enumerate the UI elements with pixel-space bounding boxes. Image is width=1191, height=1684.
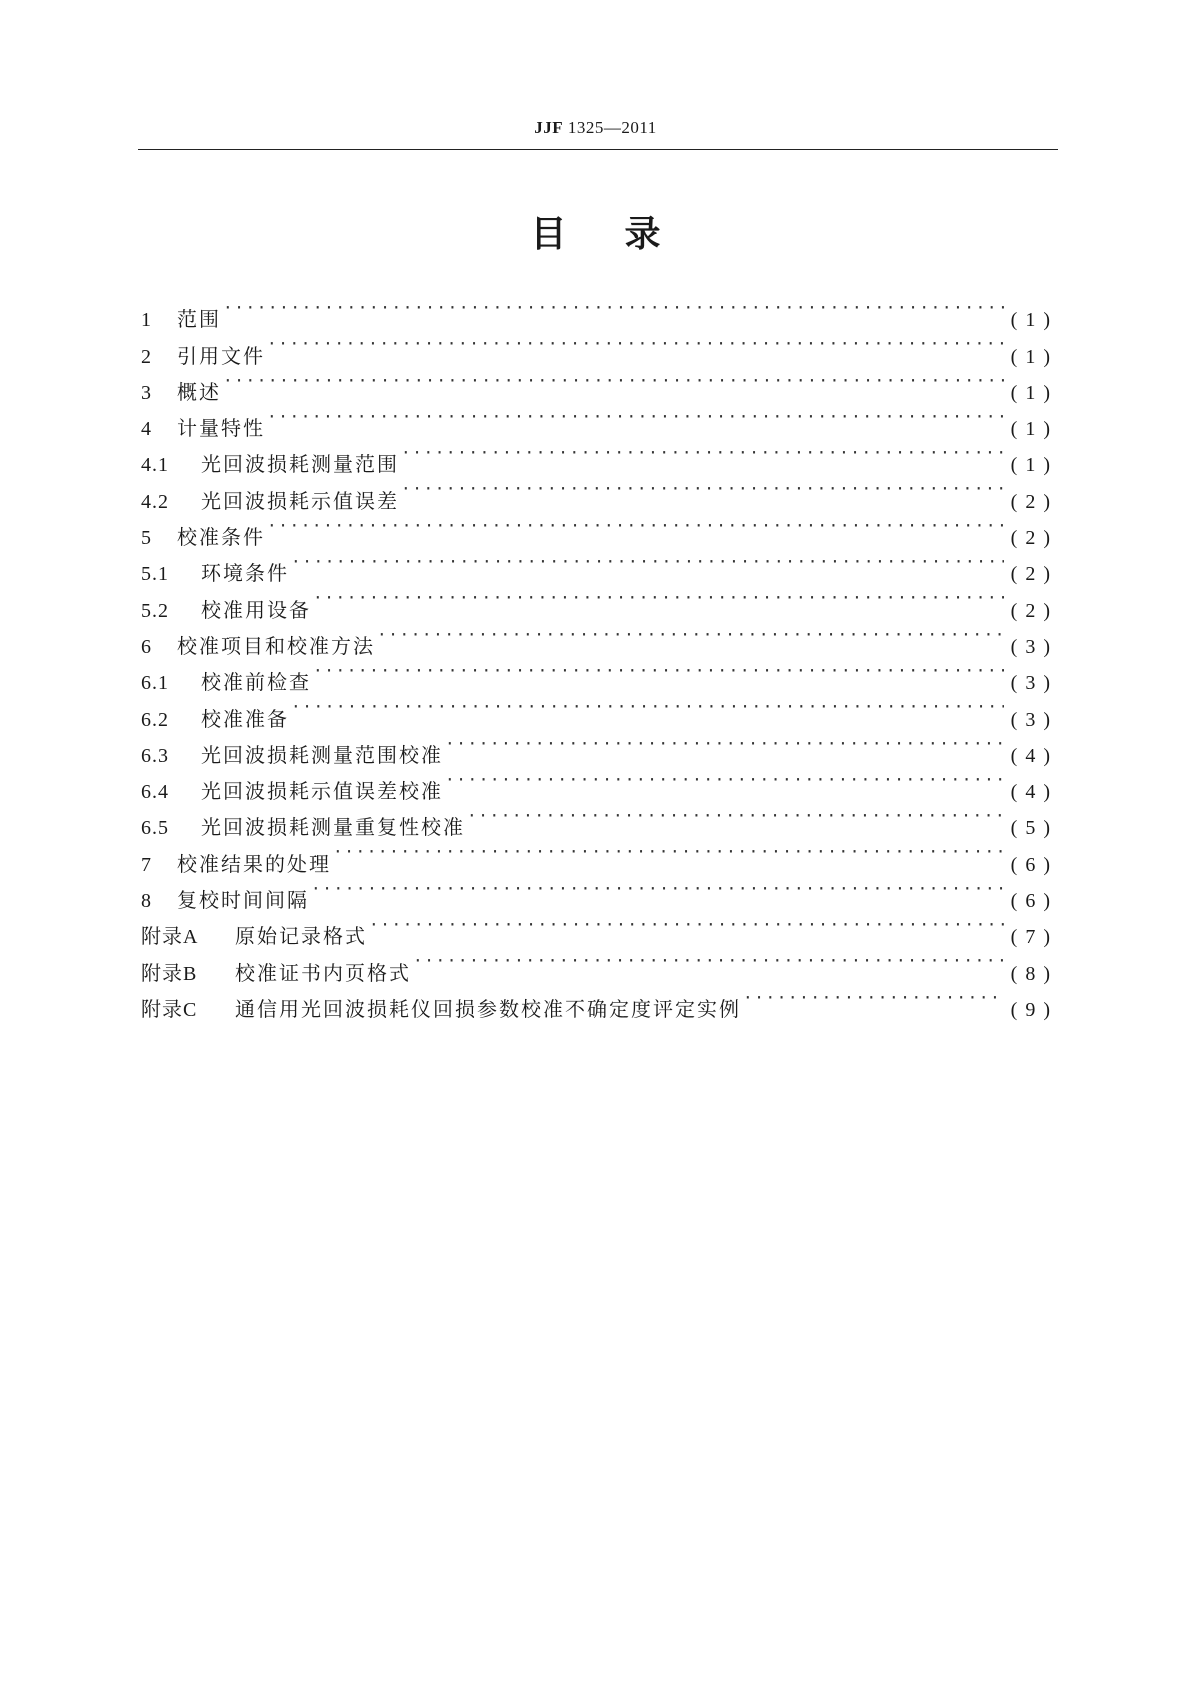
page-header bbox=[0, 118, 1191, 138]
toc-entry-number: 6.5 bbox=[141, 817, 169, 840]
toc-entry-number: 4 bbox=[141, 418, 152, 441]
toc-entry-number: 6.2 bbox=[141, 708, 169, 731]
toc-title: 目录 bbox=[530, 214, 719, 255]
toc-entry[interactable] bbox=[141, 290, 1058, 332]
toc-entry-page: (8) bbox=[1010, 962, 1058, 985]
toc-entry[interactable] bbox=[141, 508, 1058, 550]
toc-entry-page: (2) bbox=[1010, 527, 1058, 550]
toc-entry[interactable] bbox=[141, 544, 1058, 586]
toc-entry-label: 光回波损耗示值误差校准 bbox=[201, 779, 443, 804]
dot-leader bbox=[369, 907, 1004, 943]
standard-code: 1325—2011 bbox=[567, 118, 657, 137]
dot-leader bbox=[313, 580, 1004, 616]
toc-entry-number: 6.4 bbox=[141, 781, 169, 804]
toc-entry[interactable] bbox=[141, 363, 1058, 404]
toc-entry-page: (1) bbox=[1010, 454, 1058, 477]
toc-entry-label: 光回波损耗示值误差 bbox=[201, 488, 399, 513]
toc-entry-page: (2) bbox=[1010, 599, 1058, 622]
toc-entry-number: 6.3 bbox=[141, 744, 169, 767]
toc-entry-page: (9) bbox=[1010, 998, 1058, 1021]
toc-entry-page: (6) bbox=[1010, 890, 1058, 913]
dot-leader bbox=[401, 471, 1004, 507]
toc-entry-number: 附录C bbox=[141, 998, 198, 1021]
toc-entry-page: (3) bbox=[1010, 635, 1058, 658]
toc-entry-label: 计量特性 bbox=[177, 416, 265, 441]
toc-entry-number: 3 bbox=[141, 381, 152, 404]
toc-entry-number: 2 bbox=[141, 345, 152, 368]
dot-leader bbox=[467, 798, 1004, 834]
toc-entry-number: 1 bbox=[141, 309, 152, 332]
dot-leader bbox=[223, 363, 1004, 399]
toc-entry[interactable] bbox=[141, 435, 1058, 477]
dot-leader bbox=[333, 834, 1004, 870]
toc-entry-label: 原始记录格式 bbox=[235, 924, 367, 949]
dot-leader bbox=[291, 689, 1004, 725]
toc-entry-number: 6 bbox=[141, 635, 152, 658]
dot-leader bbox=[311, 871, 1004, 907]
toc-entry-label: 校准证书内页格式 bbox=[235, 960, 411, 985]
toc-entry-page: (2) bbox=[1010, 563, 1058, 586]
dot-leader bbox=[291, 544, 1004, 580]
toc-entry-number: 附录A bbox=[141, 926, 199, 949]
toc-entry-page: (1) bbox=[1010, 345, 1058, 368]
toc-entry-page: (1) bbox=[1010, 381, 1058, 404]
toc-entry-label: 通信用光回波损耗仪回损参数校准不确定度评定实例 bbox=[235, 996, 741, 1021]
toc-entry-page: (6) bbox=[1010, 853, 1058, 876]
toc-entry-label: 校准前检查 bbox=[201, 670, 311, 695]
toc-entry-label: 校准条件 bbox=[177, 525, 265, 550]
toc-entry-number: 7 bbox=[141, 853, 152, 876]
standard-prefix: JJF bbox=[534, 118, 564, 137]
dot-leader bbox=[401, 435, 1004, 471]
toc-entry-page: (3) bbox=[1010, 672, 1058, 695]
toc-entry-page: (4) bbox=[1010, 781, 1058, 804]
header-divider bbox=[138, 149, 1058, 150]
toc-entry-number: 5.1 bbox=[141, 563, 169, 586]
toc-entry-label: 光回波损耗测量重复性校准 bbox=[201, 815, 465, 840]
toc-entry[interactable] bbox=[141, 399, 1058, 441]
toc-entry-label: 光回波损耗测量范围 bbox=[201, 452, 399, 477]
dot-leader bbox=[267, 326, 1004, 362]
dot-leader bbox=[445, 762, 1004, 798]
toc-entry-label: 光回波损耗测量范围校准 bbox=[201, 742, 443, 767]
toc-entry-page: (4) bbox=[1010, 744, 1058, 767]
toc-entry-number: 4.1 bbox=[141, 454, 169, 477]
dot-leader bbox=[743, 980, 1004, 1016]
toc-entry-label: 概述 bbox=[177, 379, 221, 404]
dot-leader bbox=[445, 726, 1004, 762]
dot-leader bbox=[267, 399, 1004, 435]
dot-leader bbox=[377, 617, 1004, 653]
dot-leader bbox=[223, 290, 1004, 326]
toc-entry-label: 校准准备 bbox=[201, 706, 289, 731]
toc-entry-page: (1) bbox=[1010, 309, 1058, 332]
dot-leader bbox=[413, 943, 1004, 979]
toc-entry-label: 引用文件 bbox=[177, 343, 265, 368]
toc-entry-page: (2) bbox=[1010, 490, 1058, 513]
toc-entry-number: 8 bbox=[141, 890, 152, 913]
toc-entry-label: 复校时间间隔 bbox=[177, 888, 309, 913]
dot-leader bbox=[267, 508, 1004, 544]
toc-entry-label: 范围 bbox=[177, 307, 221, 332]
toc-entry-number: 附录B bbox=[141, 962, 198, 985]
toc-entry-page: (1) bbox=[1010, 418, 1058, 441]
toc-entry-label: 环境条件 bbox=[201, 561, 289, 586]
toc-entry-label: 校准项目和校准方法 bbox=[177, 633, 375, 658]
toc-entry-label: 校准用设备 bbox=[201, 597, 311, 622]
toc-entry-number: 6.1 bbox=[141, 672, 169, 695]
toc-entry-number: 5.2 bbox=[141, 599, 169, 622]
toc-entry-page: (5) bbox=[1010, 817, 1058, 840]
toc-entry-page: (7) bbox=[1010, 926, 1058, 949]
dot-leader bbox=[313, 653, 1004, 689]
toc-entry-number: 4.2 bbox=[141, 490, 169, 513]
table-of-contents bbox=[141, 290, 1058, 1021]
toc-entry-label: 校准结果的处理 bbox=[177, 851, 331, 876]
toc-entry-number: 5 bbox=[141, 527, 152, 550]
toc-entry[interactable] bbox=[141, 326, 1058, 368]
toc-entry-page: (3) bbox=[1010, 708, 1058, 731]
